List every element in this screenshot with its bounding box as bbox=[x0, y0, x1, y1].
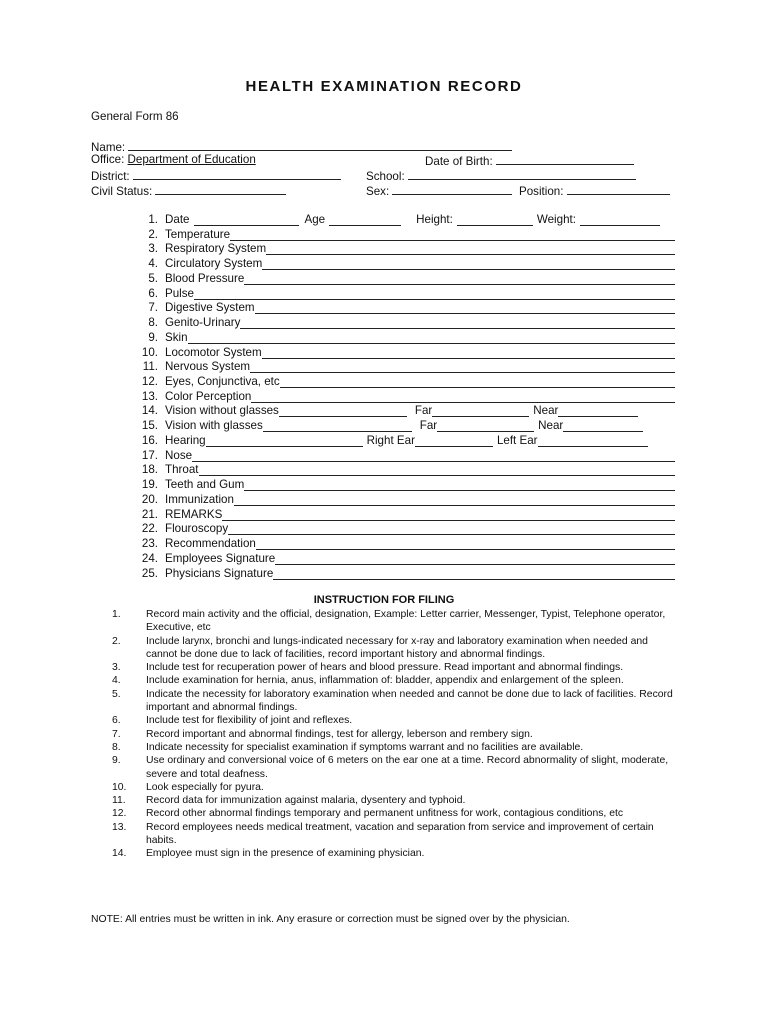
instruction-text: Record other abnormal findings temporary and permanent unfitness for work, contagious conditions, etc bbox=[146, 808, 624, 820]
instruction-number: 1. bbox=[112, 609, 121, 620]
exam-item-row bbox=[128, 477, 675, 492]
item-number: 12. bbox=[141, 375, 158, 389]
instruction-text: Look especially for pyura. bbox=[146, 781, 264, 793]
sex-input-line[interactable] bbox=[392, 183, 512, 195]
exam-item-row bbox=[128, 506, 675, 521]
far-label: Far bbox=[419, 418, 438, 432]
hearing-label: Hearing bbox=[165, 433, 206, 447]
instruction-item bbox=[112, 674, 678, 687]
sex-field-row bbox=[366, 183, 512, 199]
right-ear-input-line[interactable] bbox=[415, 435, 493, 447]
instruction-text: Use ordinary and conversional voice of 6 meters on the ear one at a time. Record abnormality of slight, moderate, severe and total deafness. bbox=[146, 755, 669, 780]
near-input-line[interactable] bbox=[558, 405, 638, 417]
left-ear-input-line[interactable] bbox=[538, 435, 648, 447]
item-label: Respiratory System bbox=[165, 242, 267, 256]
item-input-line[interactable] bbox=[240, 317, 675, 329]
office-value: Department of Education bbox=[127, 153, 256, 166]
item-number: 15. bbox=[141, 418, 158, 432]
instruction-text: Employee must sign in the presence of examining physician. bbox=[146, 848, 425, 860]
instruction-text: Record employees needs medical treatment, vacation and separation from service and improvement of certain habits. bbox=[146, 821, 654, 847]
item-number: 5. bbox=[148, 271, 158, 285]
item-number: 23. bbox=[141, 537, 158, 551]
sex-label: Sex: bbox=[366, 185, 390, 198]
item-number: 17. bbox=[141, 448, 158, 462]
instruction-item bbox=[112, 635, 678, 662]
item-label: Digestive System bbox=[165, 301, 255, 315]
item-number: 4. bbox=[148, 257, 158, 271]
exam-item-row bbox=[128, 226, 675, 241]
exam-item-row bbox=[128, 359, 675, 374]
item-number: 20. bbox=[141, 492, 158, 506]
near-label: Near bbox=[538, 418, 564, 432]
date-input-line[interactable] bbox=[194, 214, 299, 226]
district-label: District: bbox=[91, 170, 130, 183]
left-ear-label: Left Ear bbox=[496, 433, 538, 447]
instruction-text: Record important and abnormal findings, test for allergy, leberson and rembery sign. bbox=[146, 728, 533, 740]
item-label: Nervous System bbox=[165, 360, 251, 374]
item-label: Locomotor System bbox=[165, 345, 262, 359]
item-label: Temperature bbox=[165, 227, 231, 241]
item-number: 25. bbox=[141, 566, 158, 580]
exam-item-row bbox=[128, 300, 675, 315]
instruction-text: Include larynx, bronchi and lungs-indicated necessary for x-ray and laboratory examination when needed and cannot be done due to lack of facilities, record important history and abnormal findings. bbox=[146, 635, 648, 660]
item-input-line[interactable] bbox=[280, 376, 675, 388]
exam-row-1 bbox=[128, 211, 678, 226]
instruction-item bbox=[112, 608, 678, 635]
exam-item-row bbox=[128, 565, 675, 580]
item-label: Teeth and Gum bbox=[165, 478, 245, 492]
instruction-number: 7. bbox=[112, 728, 121, 740]
vision-without-label: Vision without glasses bbox=[165, 403, 279, 417]
item-label: Employees Signature bbox=[165, 551, 276, 565]
far-label: Far bbox=[414, 403, 433, 417]
item-input-line[interactable] bbox=[222, 509, 675, 521]
instruction-text: Record main activity and the official, designation, Example: Letter carrier, Messenger, Typist, Telephone operator, Executive, etc bbox=[146, 609, 666, 634]
exam-item-row bbox=[128, 315, 675, 330]
near-input-line[interactable] bbox=[563, 420, 643, 432]
instructions-title: INSTRUCTION FOR FILING bbox=[313, 594, 455, 606]
instruction-item bbox=[112, 714, 678, 727]
item-number: 3. bbox=[148, 242, 158, 256]
position-input-line[interactable] bbox=[567, 183, 670, 195]
item-input-line[interactable] bbox=[256, 538, 675, 550]
instruction-item bbox=[112, 847, 678, 860]
item-input-line[interactable] bbox=[266, 243, 675, 255]
item-label: REMARKS bbox=[165, 507, 223, 521]
office-field-row bbox=[91, 153, 256, 167]
dob-input-line[interactable] bbox=[496, 153, 634, 165]
instruction-text: Indicate necessity for specialist examination if symptoms warrant and no facilities are available. bbox=[146, 741, 584, 753]
hearing-row bbox=[128, 432, 658, 447]
instruction-number: 14. bbox=[112, 848, 127, 860]
instruction-item bbox=[112, 807, 678, 820]
instruction-text: Include test for recuperation power of hears and blood pressure. Read important and abnormal findings. bbox=[146, 662, 624, 674]
height-input-line[interactable] bbox=[457, 214, 533, 226]
weight-input-line[interactable] bbox=[580, 214, 660, 226]
form-number: General Form 86 bbox=[91, 110, 179, 123]
exam-item-row bbox=[128, 270, 675, 285]
exam-item-row bbox=[128, 256, 675, 271]
vision-with-label: Vision with glasses bbox=[165, 418, 263, 432]
district-field-row bbox=[91, 168, 341, 184]
item-label: Color Perception bbox=[165, 389, 252, 403]
vision-without-input-line[interactable] bbox=[279, 405, 407, 417]
item-label: Flouroscopy bbox=[165, 522, 229, 536]
right-ear-label: Right Ear bbox=[366, 433, 415, 447]
instruction-number: 2. bbox=[112, 635, 121, 647]
item-input-line[interactable] bbox=[192, 450, 675, 462]
item-label: Eyes, Conjunctiva, etc bbox=[165, 375, 280, 389]
exam-item-row bbox=[128, 521, 675, 536]
instruction-item bbox=[112, 754, 678, 781]
instruction-item bbox=[112, 821, 678, 848]
civil-status-input-line[interactable] bbox=[155, 183, 286, 195]
instruction-text: Record data for immunization against malaria, dysentery and typhoid. bbox=[146, 795, 466, 807]
item-label: Skin bbox=[165, 330, 188, 344]
item-number: 19. bbox=[141, 478, 158, 492]
item-number: 10. bbox=[141, 345, 158, 359]
exam-item-row bbox=[128, 550, 675, 565]
near-label: Near bbox=[533, 403, 559, 417]
item-number: 1. bbox=[148, 212, 158, 226]
item-input-line[interactable] bbox=[199, 464, 675, 476]
name-input-line[interactable] bbox=[128, 139, 512, 151]
exam-item-row bbox=[128, 374, 675, 389]
item-input-line[interactable] bbox=[188, 332, 675, 344]
item-number: 8. bbox=[148, 316, 158, 330]
item-number: 18. bbox=[141, 463, 158, 477]
exam-item-row bbox=[128, 285, 675, 300]
vision-with-input-line[interactable] bbox=[263, 420, 412, 432]
civil-status-label: Civil Status: bbox=[91, 185, 153, 198]
vision-with-row bbox=[128, 417, 648, 432]
item-input-line[interactable] bbox=[262, 258, 675, 270]
instruction-number: 4. bbox=[112, 675, 121, 687]
exam-item-row bbox=[128, 344, 675, 359]
item-input-line[interactable] bbox=[244, 273, 675, 285]
hearing-input-line[interactable] bbox=[206, 435, 363, 447]
exam-item-row bbox=[128, 462, 675, 477]
item-number: 16. bbox=[141, 433, 158, 447]
item-label: Genito-Urinary bbox=[165, 316, 241, 330]
instruction-number: 5. bbox=[112, 688, 121, 700]
far-input-line[interactable] bbox=[437, 420, 534, 432]
school-input-line[interactable] bbox=[408, 168, 636, 180]
weight-label: Weight: bbox=[536, 212, 576, 226]
item-input-line[interactable] bbox=[228, 523, 675, 535]
vision-without-row bbox=[128, 402, 648, 417]
district-input-line[interactable] bbox=[133, 168, 341, 180]
position-label: Position: bbox=[519, 185, 564, 198]
item-number: 22. bbox=[141, 522, 158, 536]
instruction-item bbox=[112, 741, 678, 754]
item-number: 11. bbox=[142, 360, 158, 374]
instruction-number: 9. bbox=[112, 755, 121, 767]
instruction-number: 12. bbox=[112, 808, 127, 820]
position-field-row bbox=[519, 183, 670, 199]
item-label: Immunization bbox=[165, 492, 234, 506]
item-input-line[interactable] bbox=[262, 347, 675, 359]
instruction-item bbox=[112, 794, 678, 807]
item-input-line[interactable] bbox=[244, 479, 675, 491]
item-number: 9. bbox=[148, 330, 158, 344]
instruction-number: 11. bbox=[112, 795, 126, 807]
item-label: Recommendation bbox=[165, 537, 256, 551]
item-number: 21. bbox=[141, 507, 158, 521]
exam-item-row bbox=[128, 536, 675, 551]
item-number: 6. bbox=[148, 286, 158, 300]
item-input-line[interactable] bbox=[194, 288, 675, 300]
item-number: 13. bbox=[141, 389, 158, 403]
name-label: Name: bbox=[91, 141, 126, 154]
age-label: Age bbox=[304, 212, 326, 226]
civil-status-field-row bbox=[91, 183, 286, 199]
item-number: 24. bbox=[141, 551, 158, 565]
height-label: Height: bbox=[416, 212, 453, 226]
school-label: School: bbox=[366, 170, 405, 183]
office-label: Office: bbox=[91, 153, 125, 166]
dob-label: Date of Birth: bbox=[425, 155, 493, 168]
school-field-row bbox=[366, 168, 636, 184]
instruction-number: 13. bbox=[112, 821, 127, 833]
dob-field-row bbox=[425, 153, 634, 169]
exam-item-row bbox=[128, 241, 675, 256]
instruction-number: 8. bbox=[112, 741, 121, 753]
exam-item-row bbox=[128, 388, 675, 403]
instructions-list bbox=[112, 608, 678, 861]
item-input-line[interactable] bbox=[230, 229, 675, 241]
item-input-line[interactable] bbox=[250, 361, 675, 373]
exam-item-row bbox=[128, 447, 675, 462]
exam-item-row bbox=[128, 329, 675, 344]
item-label: Pulse bbox=[165, 286, 195, 300]
item-input-line[interactable] bbox=[234, 494, 675, 506]
item-number: 14. bbox=[141, 403, 158, 417]
item-label: Blood Pressure bbox=[165, 271, 245, 285]
instruction-number: 3. bbox=[112, 662, 121, 674]
exam-item-row bbox=[128, 491, 675, 506]
note-text: NOTE: All entries must be written in ink. Any erasure or correction must be signed over by the physician. bbox=[91, 914, 570, 925]
instruction-text: Include test for flexibility of joint and reflexes. bbox=[146, 715, 353, 727]
date-label: Date bbox=[165, 212, 190, 226]
instruction-item bbox=[112, 781, 678, 794]
instruction-number: 10. bbox=[112, 781, 127, 793]
item-label: Throat bbox=[165, 463, 199, 477]
instruction-text: Indicate the necessity for laboratory examination when needed and cannot be done due to lack of facilities. Record important and abnormal findings. bbox=[146, 688, 673, 714]
far-input-line[interactable] bbox=[432, 405, 529, 417]
item-input-line[interactable] bbox=[273, 568, 675, 580]
item-label: Nose bbox=[165, 448, 193, 462]
item-number: 7. bbox=[148, 301, 158, 315]
instruction-item bbox=[112, 728, 678, 741]
item-label: Physicians Signature bbox=[165, 566, 274, 580]
instruction-item bbox=[112, 661, 678, 674]
instruction-item bbox=[112, 688, 678, 715]
item-input-line[interactable] bbox=[275, 553, 675, 565]
item-number: 2. bbox=[148, 227, 158, 241]
page-title: HEALTH EXAMINATION RECORD bbox=[245, 78, 523, 95]
item-input-line[interactable] bbox=[255, 302, 675, 314]
age-input-line[interactable] bbox=[329, 214, 401, 226]
instruction-text: Include examination for hernia, anus, inflammation of: bladder, appendix and enlargement of the spleen. bbox=[146, 675, 624, 687]
instruction-number: 6. bbox=[112, 715, 121, 727]
item-label: Circulatory System bbox=[165, 257, 263, 271]
